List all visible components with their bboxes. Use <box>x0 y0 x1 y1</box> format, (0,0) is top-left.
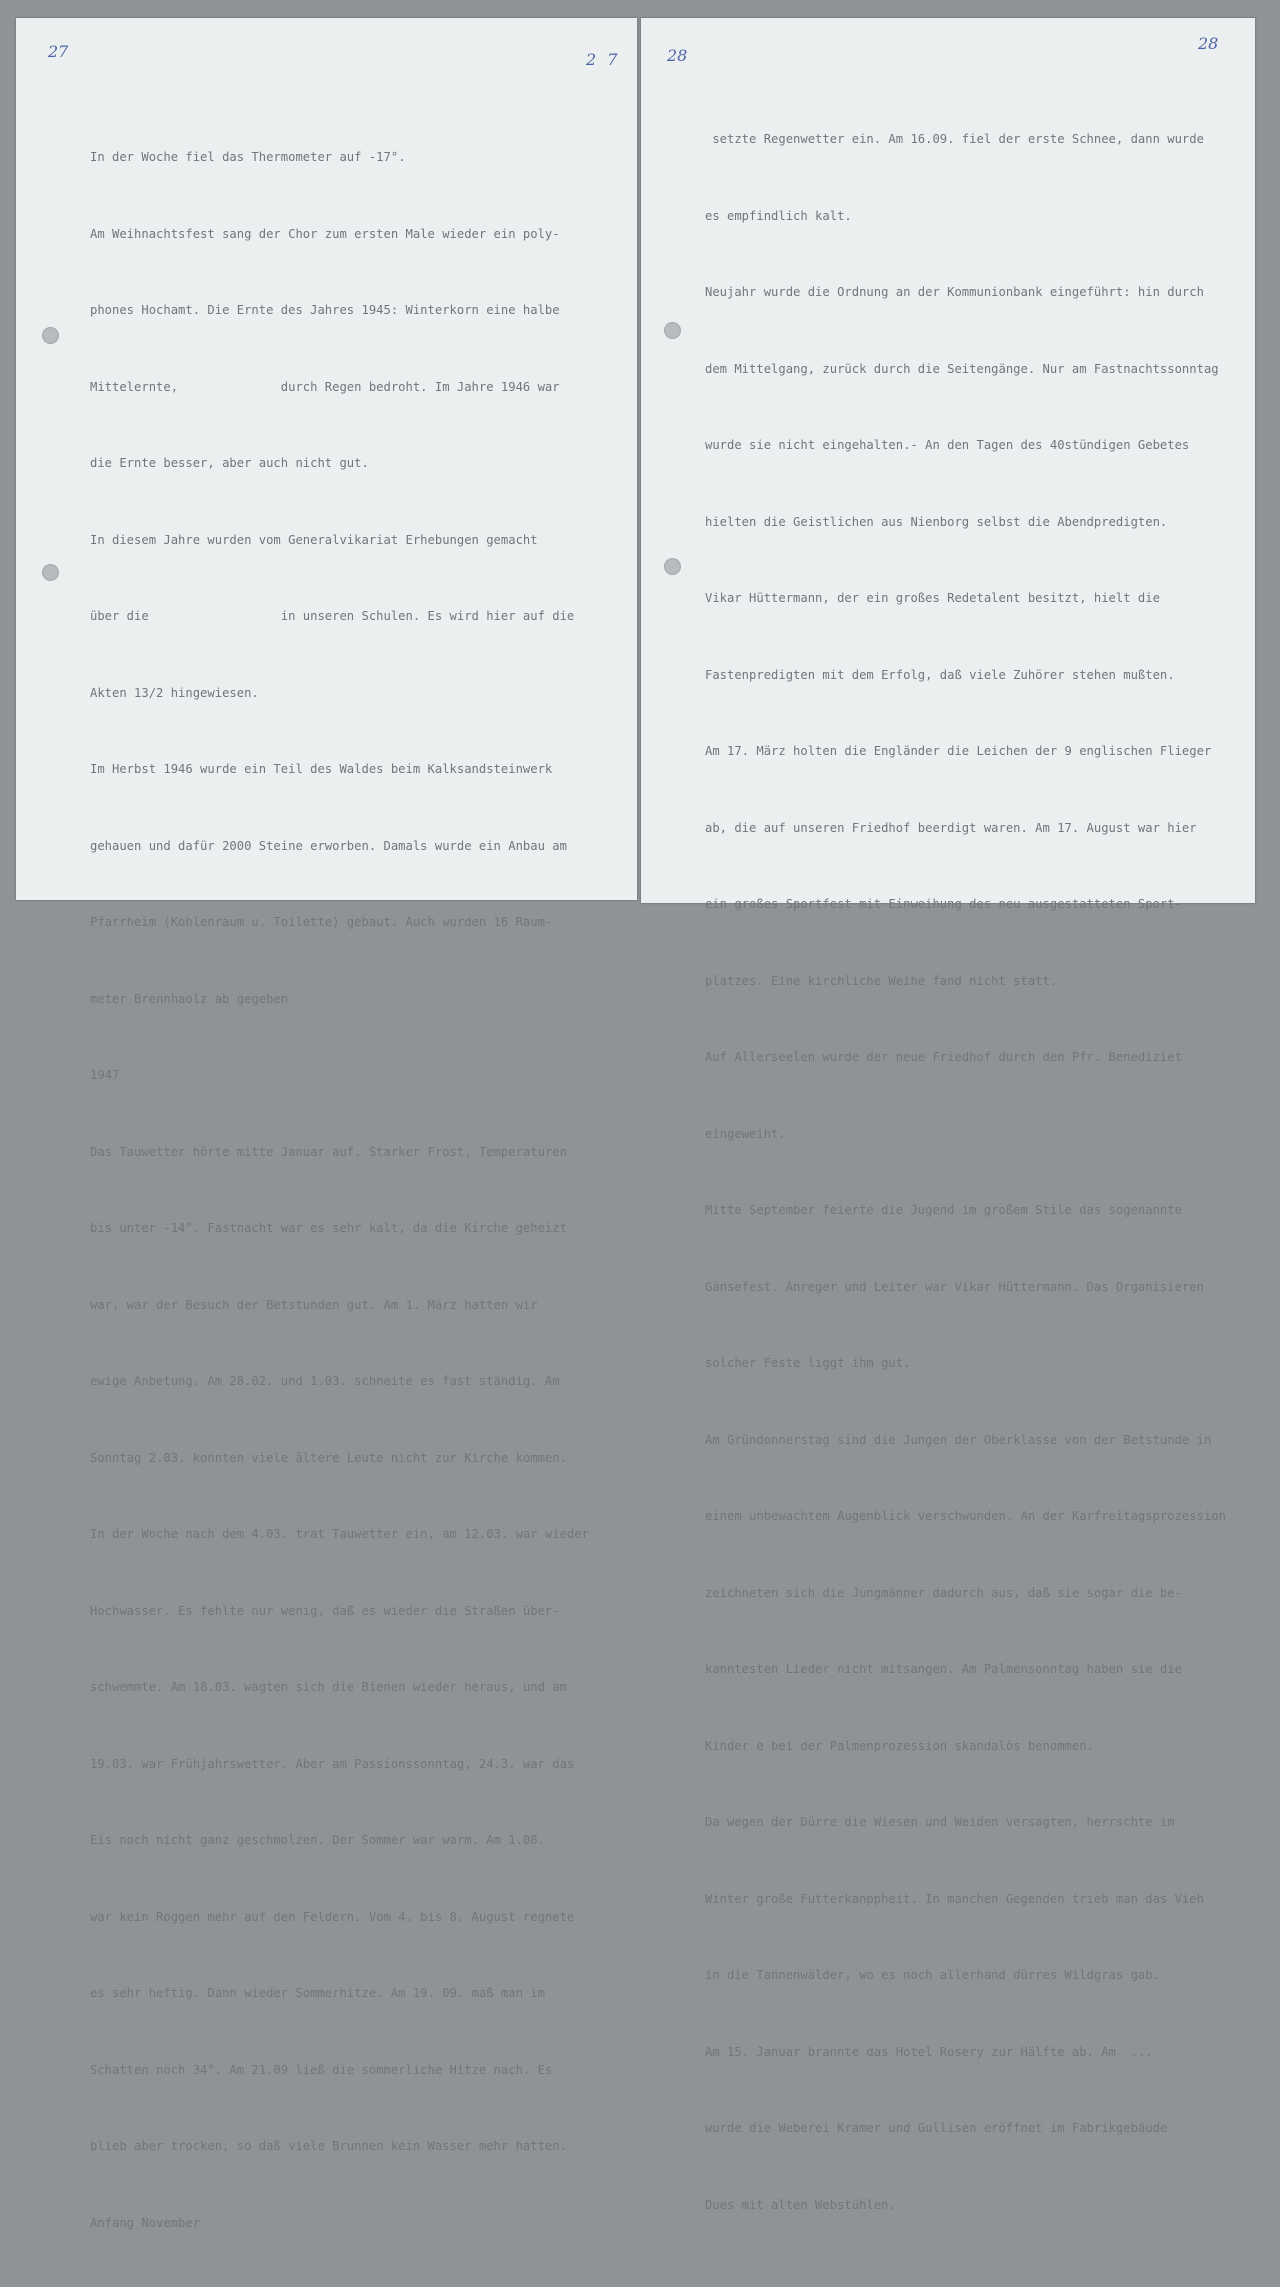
text-line: Fastenpredigten mit dem Erfolg, daß viele Zuhörer stehen mußten. <box>705 667 1175 682</box>
text-line: war kein Roggen mehr auf den Feldern. Vom 4. bis 8. August regnete <box>90 1909 575 1924</box>
text-line: dem Mittelgang, zurück durch die Seitengänge. Nur am Fastnachtssonntag <box>705 361 1219 376</box>
text-line: Kinder e bei der Palmenprozession skandalös benommen. <box>705 1738 1094 1753</box>
text-line: bis unter -14°. Fastnacht war es sehr kalt, da die Kirche geheizt <box>90 1221 567 1235</box>
text-line: Da wegen der Dürre die Wiesen und Weiden versagten, herrschte im <box>705 1815 1175 1829</box>
text-line: eingeweiht. <box>705 1126 786 1141</box>
text-line: blieb aber trocken, so daß viele Brunnen kein Wasser mehr hatten. <box>90 2139 567 2153</box>
text-line: Auf Allerseelen wurde der neue Friedhof durch den Pfr. Benediziet <box>705 1050 1182 1064</box>
text-line: kanntesten Lieder nicht mitsangen. Am Palmensonntag haben sie die <box>705 1662 1182 1676</box>
text-line: In diesem Jahre wurden vom Generalvikariat Erhebungen gemacht <box>90 532 538 547</box>
text-line: Das Tauwetter hörte mitte Januar auf. Starker Frost, Temperaturen <box>90 1144 567 1159</box>
text-line: meter Brennhaolz ab gegeben <box>90 991 289 1006</box>
text-line: phones Hochamt. Die Ernte des Jahres 1945: Winterkorn eine halbe <box>90 303 560 317</box>
text-line: 19.03. war Frühjahrswetter. Aber am Passionssonntag, 24.3. war das <box>90 1756 575 1771</box>
text-line: Winter große Futterkanppheit. In manchen Gegenden trieb man das Vieh <box>705 1891 1204 1906</box>
punch-hole <box>664 322 681 339</box>
text-line: Pfarrheim (Kohlenraum u. Toilette) gebaut. Auch wurden 16 Raum- <box>90 915 553 929</box>
text-line: Im Herbst 1946 wurde ein Teil des Waldes beim Kalksandsteinwerk <box>90 762 553 776</box>
year-heading: 1947 <box>90 1068 120 1082</box>
text-line: setzte Regenwetter ein. Am 16.09. fiel der erste Schnee, dann wurde <box>705 132 1204 146</box>
text-line: Am 15. Januar brannte das Hotel Rosery zur Hälfte ab. Am ... <box>705 2044 1153 2059</box>
text-line: zeichneten sich die Jungmänner dadurch aus, daß sie sogar die be- <box>705 1585 1182 1600</box>
text-line: war, war der Besuch der Betstunden gut. Am 1. März hatten wir <box>90 1297 538 1312</box>
text-line: Dues mit alten Webstühlen. <box>705 2197 896 2212</box>
page-number-handwritten-right: 2 7 <box>586 50 621 69</box>
punch-hole <box>42 564 59 581</box>
text-line: einem unbewachtem Augenblick verschwunden. An der Karfreitagsprozession <box>705 1509 1226 1523</box>
text-line: ewige Anbetung. Am 28.02. und 1.03. schneite es fast ständig. Am <box>90 1374 560 1388</box>
text-line: schwemmte. Am 18.03. wagten sich die Bienen wieder heraus, und am <box>90 1680 567 1694</box>
text-line: wurde sie nicht eingehalten.- An den Tagen des 40stündigen Gebetes <box>705 438 1190 452</box>
text-line: In der Woche fiel das Thermometer auf -17°. <box>90 150 406 164</box>
text-line: Am Gründonnerstag sind die Jungen der Oberklasse von der Betstunde in <box>705 1432 1212 1447</box>
page-number-handwritten-right: 28 <box>1198 34 1219 53</box>
typed-text-block <box>705 76 1226 2269</box>
text-line: Vikar Hüttermann, der ein großes Redetalent besitzt, hielt die <box>705 591 1160 605</box>
text-line: Neujahr wurde die Ordnung an der Kommunionbank eingeführt: hin durch <box>705 285 1204 299</box>
text-line: gehauen und dafür 2000 Steine erworben. Damals wurde ein Anbau am <box>90 838 567 853</box>
text-line: solcher Feste liggt ihm gut. <box>705 1356 911 1370</box>
text-line: Mittelernte, durch Regen bedroht. Im Jahre 1946 war <box>90 379 560 394</box>
text-line: hielten die Geistlichen aus Nienborg selbst die Abendpredigten. <box>705 514 1168 529</box>
text-line: es empfindlich kalt. <box>705 208 852 223</box>
text-line: es sehr heftig. Dann wieder Sommerhitze. Am 19. 09. maß man im <box>90 1986 545 2000</box>
punch-hole <box>664 558 681 575</box>
text-line: Am 17. März holten die Engländer die Leichen der 9 englischen Flieger <box>705 744 1212 758</box>
text-line: ab, die auf unseren Friedhof beerdigt waren. Am 17. August war hier <box>705 820 1197 835</box>
text-line: die Ernte besser, aber auch nicht gut. <box>90 456 369 470</box>
text-line: in die Tannenwälder, wo es noch allerhand dürres Wildgras gab. <box>705 1968 1160 1982</box>
text-line: Schatten noch 34°. Am 21.09 ließ die sommerliche Hitze nach. Es <box>90 2062 553 2077</box>
text-line: platzes. Eine kirchliche Weihe fand nicht statt. <box>705 973 1058 988</box>
text-line: In der Woche nach dem 4.03. trat Tauwetter ein, am 12.03. war wieder <box>90 1527 589 1541</box>
text-line: wurde die Weberei Kramer und Gullisen eröffnet im Fabrikgebäude <box>705 2121 1168 2135</box>
text-line: Sonntag 2.03. konnten viele ältere Leute nicht zur Kirche kommen. <box>90 1450 567 1465</box>
text-line: Gänsefest. Anreger und Leiter war Vikar Hüttermann. Das Organisieren <box>705 1279 1204 1294</box>
text-line: Hochwasser. Es fehlte nur wenig, daß es wieder die Straßen über- <box>90 1603 560 1618</box>
text-line: Eis noch nicht ganz geschmolzen. Der Sommer war warm. Am 1.08. <box>90 1833 545 1847</box>
punch-hole <box>42 327 59 344</box>
typed-text-block <box>90 94 589 2287</box>
text-line: Anfang November <box>90 2215 201 2230</box>
text-line: über die in unseren Schulen. Es wird hier auf die <box>90 609 575 623</box>
text-line: ein großes Sportfest mit Einweihung des neu ausgestatteten Sport- <box>705 897 1182 911</box>
page-number-handwritten-left: 28 <box>667 46 688 65</box>
left-page <box>16 18 637 2230</box>
text-line: Am Weihnachtsfest sang der Chor zum ersten Male wieder ein poly- <box>90 226 560 241</box>
text-line: Akten 13/2 hingewiesen. <box>90 685 259 700</box>
right-page <box>641 18 1255 2212</box>
page-number-handwritten-left: 27 <box>48 42 69 61</box>
text-line: Mitte September feierte die Jugend im großem Stile das sogenannte <box>705 1203 1182 1217</box>
